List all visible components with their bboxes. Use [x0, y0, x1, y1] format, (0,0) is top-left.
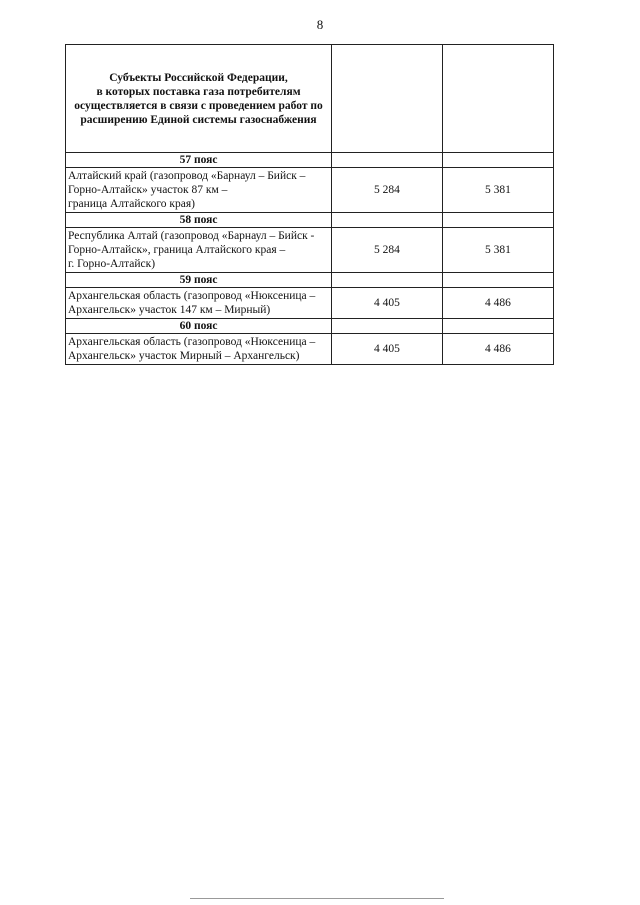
table-row: [66, 168, 554, 213]
region-line: Горно-Алтайск», граница Алтайского края –: [68, 244, 286, 256]
region-line: Алтайский край (газопровод «Барнаул – Бийск –: [68, 170, 306, 182]
table-row: [66, 228, 554, 273]
value-2-cell: 5 381: [442, 168, 553, 213]
region-line: Горно-Алтайск» участок 87 км –: [68, 184, 228, 196]
zone-row: [66, 213, 554, 228]
zone-row: [66, 153, 554, 168]
region-cell: [66, 168, 332, 213]
zone-row: [66, 273, 554, 288]
table-header-row: [66, 45, 554, 153]
tariff-table: [65, 44, 554, 365]
region-line: Республика Алтай (газопровод «Барнаул – Бийск -: [68, 230, 315, 242]
empty-cell: [332, 273, 443, 288]
value-1-cell: 5 284: [332, 228, 443, 273]
header-line: расширению Единой системы газоснабжения: [80, 113, 317, 126]
value-2-cell: 4 486: [442, 288, 553, 319]
region-line: Архангельская область (газопровод «Нюксеница –: [68, 290, 316, 302]
region-line: граница Алтайского края): [68, 198, 195, 210]
region-line: Архангельская область (газопровод «Нюксеница –: [68, 336, 316, 348]
empty-cell: [332, 319, 443, 334]
page-number: 8: [316, 17, 324, 32]
header-line: в которых поставка газа потребителям: [96, 85, 301, 98]
table-row: [66, 334, 554, 365]
zone-title: 60 пояс: [66, 319, 332, 334]
header-line: Субъекты Российской Федерации,: [109, 71, 288, 84]
region-cell: [66, 288, 332, 319]
region-cell: [66, 334, 332, 365]
empty-cell: [332, 213, 443, 228]
empty-cell: [442, 213, 553, 228]
zone-row: [66, 319, 554, 334]
scan-edge-line: [190, 898, 444, 899]
empty-cell: [442, 273, 553, 288]
value-1-cell: 4 405: [332, 288, 443, 319]
header-value-2-cell: [442, 45, 553, 153]
empty-cell: [442, 319, 553, 334]
region-line: Архангельск» участок Мирный – Архангельск): [68, 350, 300, 362]
value-2-cell: 4 486: [442, 334, 553, 365]
region-line: г. Горно-Алтайск): [68, 258, 156, 270]
region-line: Архангельск» участок 147 км – Мирный): [68, 304, 271, 316]
value-1-cell: 5 284: [332, 168, 443, 213]
table-row: [66, 288, 554, 319]
empty-cell: [442, 153, 553, 168]
region-cell: [66, 228, 332, 273]
zone-title: 58 пояс: [66, 213, 332, 228]
header-value-1-cell: [332, 45, 443, 153]
header-line: осуществляется в связи с проведением работ по: [74, 99, 323, 112]
value-2-cell: 5 381: [442, 228, 553, 273]
empty-cell: [332, 153, 443, 168]
value-1-cell: 4 405: [332, 334, 443, 365]
zone-title: 57 пояс: [66, 153, 332, 168]
header-regions-cell: [66, 45, 332, 153]
zone-title: 59 пояс: [66, 273, 332, 288]
